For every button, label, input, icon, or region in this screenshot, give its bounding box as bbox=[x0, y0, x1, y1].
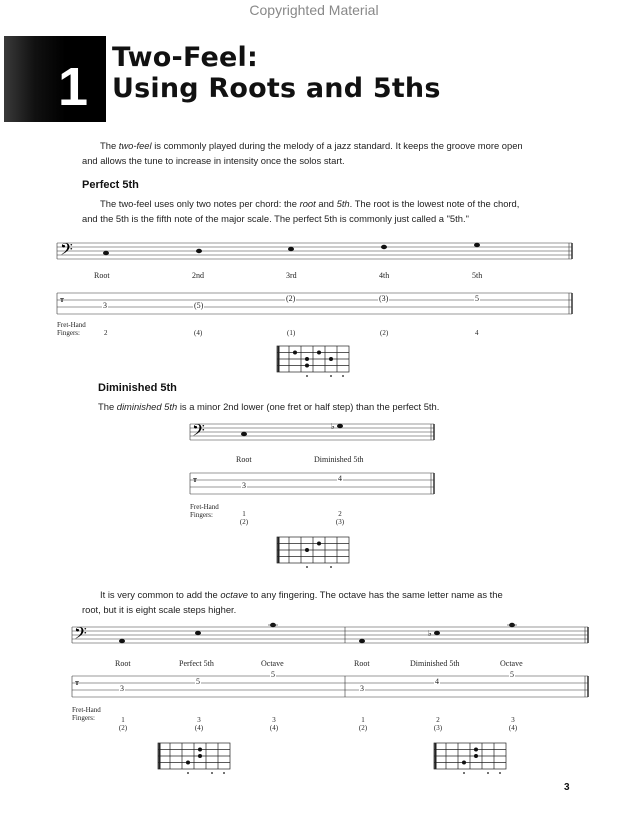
oct-label-octave-2: Octave bbox=[500, 659, 523, 668]
tab-lines bbox=[57, 293, 572, 314]
dim-label-dim5th: Diminished 5th bbox=[314, 455, 364, 464]
octave-notes bbox=[119, 623, 517, 643]
fretboard-1-dots bbox=[293, 351, 344, 377]
notes bbox=[103, 243, 480, 255]
p5-tab-3: (2) bbox=[286, 294, 296, 303]
p5-finger-label: Fret-Hand Fingers: bbox=[57, 321, 86, 337]
oct-finger-5: 2 (3) bbox=[433, 716, 443, 732]
p5-finger-3: (1) bbox=[287, 329, 296, 337]
oct-label-dim5th: Diminished 5th bbox=[410, 659, 460, 668]
flat-icon: ♭ bbox=[331, 422, 335, 431]
octave-tab-clef-icon: T bbox=[75, 681, 80, 687]
note-4th bbox=[381, 245, 387, 249]
fretboard-diagram-1 bbox=[277, 346, 349, 372]
dim-finger-1: 1 (2) bbox=[239, 510, 249, 526]
copyright-watermark: Copyrighted Material bbox=[249, 2, 379, 18]
oct-finger-3: 3 (4) bbox=[269, 716, 279, 732]
dim-bass-clef-icon: 𝄢 bbox=[192, 422, 205, 444]
dim-staff-lines bbox=[190, 424, 434, 440]
p5-finger-1: 2 bbox=[104, 329, 108, 337]
octave-staff-lines bbox=[72, 627, 588, 643]
oct-tab-6: 5 bbox=[510, 670, 514, 679]
octave-paragraph: It is very common to add the octave to any fingering. The octave has the same letter name as the root, but it is eight scale steps higher. bbox=[82, 589, 503, 615]
oct-label-root-2: Root bbox=[354, 659, 370, 668]
oct-label-perfect5th: Perfect 5th bbox=[179, 659, 214, 668]
oct-tab-5: 4 bbox=[435, 677, 439, 686]
p5-tab-2: (5) bbox=[194, 301, 204, 310]
p5-label-4th: 4th bbox=[379, 271, 390, 280]
p5-label-3rd: 3rd bbox=[286, 271, 297, 280]
p5-finger-2: (4) bbox=[194, 329, 203, 337]
fretboard-4-dots bbox=[462, 748, 501, 774]
fretboard-diagram-4 bbox=[434, 743, 506, 769]
octave-bass-clef-icon: 𝄢 bbox=[74, 625, 87, 647]
oct-finger-1: 1 (2) bbox=[118, 716, 128, 732]
oct-tab-1: 3 bbox=[120, 684, 124, 693]
dim-note-5th bbox=[337, 424, 343, 428]
note-3rd bbox=[288, 247, 294, 251]
oct-finger-6: 3 (4) bbox=[508, 716, 518, 732]
dim-note-root bbox=[241, 432, 247, 436]
p5-tab-4: (3) bbox=[379, 294, 389, 303]
chapter-title-line-1: Two-Feel: bbox=[112, 42, 258, 73]
intro-paragraph: The two-feel is commonly played during the melody of a jazz standard. It keeps the groove more open and allows the tune to increase in intensity once the solos start. bbox=[82, 140, 523, 166]
perfect-5th-heading: Perfect 5th bbox=[82, 179, 139, 191]
oct-finger-2: 3 (4) bbox=[194, 716, 204, 732]
bass-clef-icon: 𝄢 bbox=[60, 241, 73, 263]
p5-tab-1: 3 bbox=[103, 301, 107, 310]
octave-tab-lines bbox=[72, 676, 588, 697]
dim-finger-2: 2 (3) bbox=[335, 510, 345, 526]
oct-tab-2: 5 bbox=[196, 677, 200, 686]
note-2nd bbox=[196, 249, 202, 253]
p5-label-2nd: 2nd bbox=[192, 271, 204, 280]
fretboard-diagram-2 bbox=[277, 537, 349, 563]
p5-label-5th: 5th bbox=[472, 271, 483, 280]
p5-label-root: Root bbox=[94, 271, 110, 280]
fretboard-2-dots bbox=[305, 542, 332, 568]
p5-tab-5: 5 bbox=[475, 294, 479, 303]
dim-tab-1: 3 bbox=[242, 481, 246, 490]
diminished-5th-heading: Diminished 5th bbox=[98, 382, 177, 394]
oct-label-root-1: Root bbox=[115, 659, 131, 668]
note-5th bbox=[474, 243, 480, 247]
note-root bbox=[103, 251, 109, 255]
chapter-title-line-2: Using Roots and 5ths bbox=[112, 73, 441, 104]
oct-finger-label: Fret-Hand Fingers: bbox=[72, 706, 101, 722]
chapter-number: 1 bbox=[58, 57, 89, 117]
dim-tab-clef-icon: T bbox=[193, 478, 198, 484]
staff-lines bbox=[57, 243, 572, 259]
oct-tab-4: 3 bbox=[360, 684, 364, 693]
fretboard-3-dots bbox=[186, 748, 225, 774]
dim-tab-2: 4 bbox=[338, 474, 342, 483]
p5-finger-5: 4 bbox=[475, 329, 479, 337]
oct-finger-4: 1 (2) bbox=[358, 716, 368, 732]
fretboard-diagram-3 bbox=[158, 743, 230, 769]
dim-label-root: Root bbox=[236, 455, 252, 464]
oct-label-octave-1: Octave bbox=[261, 659, 284, 668]
p5-finger-4: (2) bbox=[380, 329, 389, 337]
tab-clef-icon: T bbox=[60, 298, 65, 304]
dim-tab-lines bbox=[190, 473, 434, 494]
page-number: 3 bbox=[564, 782, 570, 793]
octave-flat-icon: ♭ bbox=[428, 629, 432, 638]
perfect-5th-paragraph: The two-feel uses only two notes per chord: the root and 5th. The root is the lowest note of the chord, and the 5th is the fifth note of the major scale. The perfect 5th is commonly just called a "5th." bbox=[82, 198, 520, 224]
dim-finger-label: Fret-Hand Fingers: bbox=[190, 503, 219, 519]
oct-tab-3: 5 bbox=[271, 670, 275, 679]
diminished-5th-paragraph: The diminished 5th is a minor 2nd lower (one fret or half step) than the perfect 5th. bbox=[98, 401, 440, 412]
